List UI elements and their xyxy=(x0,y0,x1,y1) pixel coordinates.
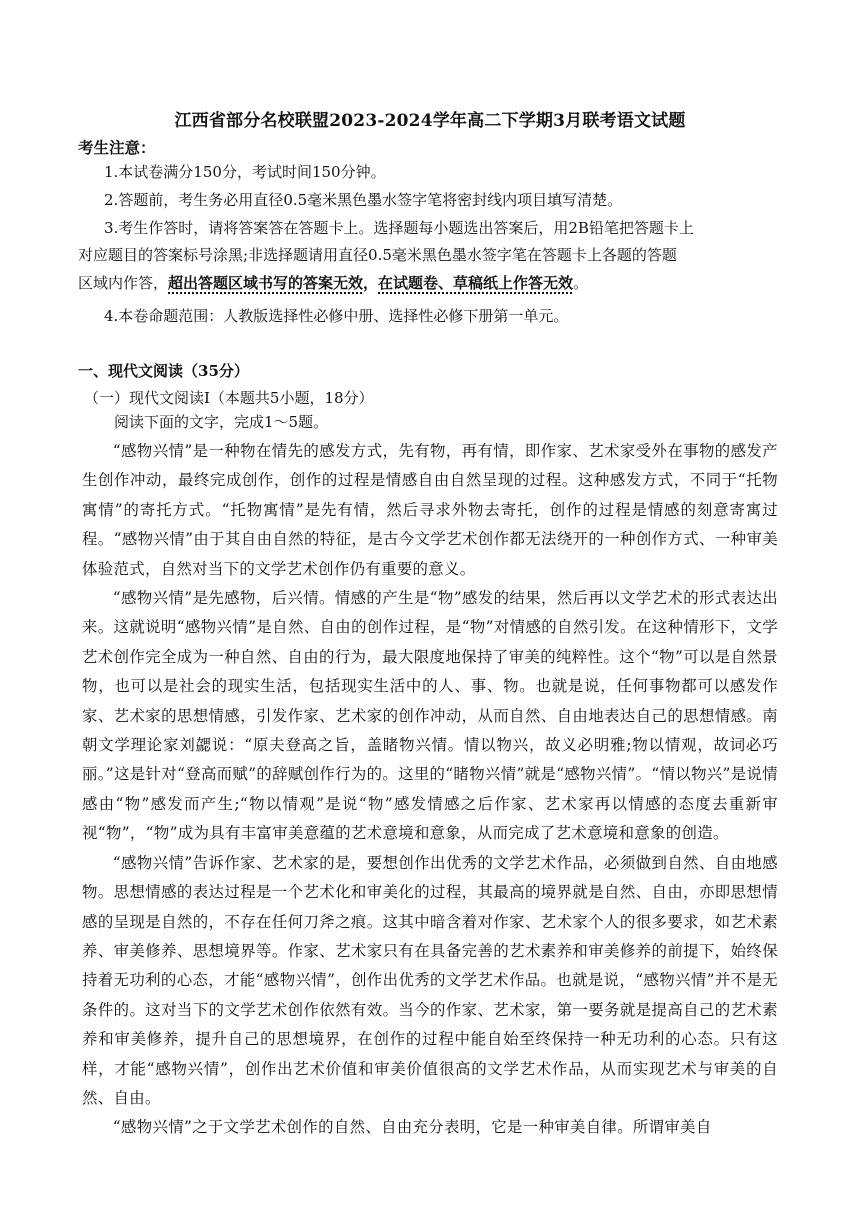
emphasis-invalid-outside-area: 超出答题区域书写的答案无效 xyxy=(168,274,364,292)
passage-paragraph-1: “感物兴情”是一种物在情先的感发方式，先有物，再有情，即作家、艺术家受外在事物的感发产生创作冲动，最终完成创作，创作的过程是情感自由自然呈现的过程。这种感发方式，不同于“托物寓情”的寄托方式。“托物寓情”是先有情，然后寻求外物去寄托，创作的过程是情感的刻意寄寓过程。“感物兴情”由于其自由自然的特征，是古今文学艺术创作都无法绕开的一种创作方式、一种审美体验范式，自然对当下的文学艺术创作仍有重要的意义。 xyxy=(82,442,778,578)
notice-item-3-prefix: 区域内作答， xyxy=(78,274,169,292)
notice-item-2: 2.答题前，考生务必用直径0.5毫米黑色墨水签字笔将密封线内项目填写清楚。 xyxy=(104,191,623,209)
emphasis-separator: ， xyxy=(363,274,379,292)
passage-paragraph-3: “感物兴情”告诉作家、艺术家的是，要想创作出优秀的文学艺术作品，必须做到自然、自由地感物。思想情感的表达过程是一个艺术化和审美化的过程，其最高的境界就是自然、自由，亦即思想情感的呈现是自然的，不存在任何刀斧之痕。这其中暗含着对作家、艺术家个人的很多要求，如艺术素养、审美修养、思想境界等。作家、艺术家只有在具备完善的艺术素养和审美修养的前提下，始终保持着无功利的心态，才能“感物兴情”，创作出优秀的文学艺术作品。也就是说，“感物兴情”并不是无条件的。这对当下的文学艺术创作依然有效。当今的作家、艺术家，第一要务就是提高自己的艺术素养和审美修养，提升自己的思想境界，在创作的过程中能自始至终保持一种无功利的心态。只有这样，才能“感物兴情”，创作出艺术价值和审美价值很高的文学艺术作品，从而实现艺术与审美的自然、自由。 xyxy=(82,853,778,1107)
emphasis-invalid-on-draft: 在试题卷、草稿纸上作答无效 xyxy=(378,274,574,292)
reading-instruction: 阅读下面的文字，完成1～5题。 xyxy=(114,413,329,431)
notice-item-1: 1.本试卷满分150分，考试时间150分钟。 xyxy=(104,163,386,181)
subsection-heading: （一）现代文阅读Ⅰ（本题共5小题，18分） xyxy=(84,389,374,407)
section-heading: 一、现代文阅读（35分） xyxy=(78,362,249,380)
notice-item-3-end: 。 xyxy=(573,274,589,292)
notice-item-3-line-3 xyxy=(78,273,588,293)
notice-item-3-line-1: 3.考生作答时，请将答案答在答题卡上。选择题每小题选出答案后，用2B铅笔把答题卡上 xyxy=(104,219,694,237)
notice-item-3-line-2: 对应题目的答案标号涂黑;非选择题请用直径0.5毫米黑色墨水签字笔在答题卡上各题的答题 xyxy=(78,246,677,264)
passage-paragraph-4: “感物兴情”之于文学艺术创作的自然、自由充分表明，它是一种审美自律。所谓审美自 xyxy=(112,1118,712,1137)
passage-paragraph-2: “感物兴情”是先感物，后兴情。情感的产生是“物”感发的结果，然后再以文学艺术的形式表达出来。这就说明“感物兴情”是自然、自由的创作过程，是“物”对情感的自然引发。在这种情形下，文学艺术创作完全成为一种自然、自由的行为，最大限度地保持了审美的纯粹性。这个“物”可以是自然景物，也可以是社会的现实生活，包括现实生活中的人、事、物。也就是说，任何事物都可以感发作家、艺术家的思想情感，引发作家、艺术家的创作冲动，从而自然、自由地表达自己的思想情感。南朝文学理论家刘勰说：“原夫登高之旨，盖睹物兴情。情以物兴，故义必明雅;物以情观，故词必巧丽。”这是针对“登高而赋”的辞赋创作行为的。这里的“睹物兴情”就是“感物兴情”。“情以物兴”是说情感由“物”感发而产生;“物以情观”是说“物”感发情感之后作家、艺术家再以情感的态度去重新审视“物”，“物”成为具有丰富审美意蕴的艺术意境和意象，从而完成了艺术意境和意象的创造。 xyxy=(82,589,778,843)
notice-item-4: 4.本卷命题范围：人教版选择性必修中册、选择性必修下册第一单元。 xyxy=(104,307,569,325)
notice-heading: 考生注意： xyxy=(78,138,156,157)
reading-passage xyxy=(82,437,778,1143)
exam-title: 江西省部分名校联盟2023-2024学年高二下学期3月联考语文试题 xyxy=(174,111,686,131)
